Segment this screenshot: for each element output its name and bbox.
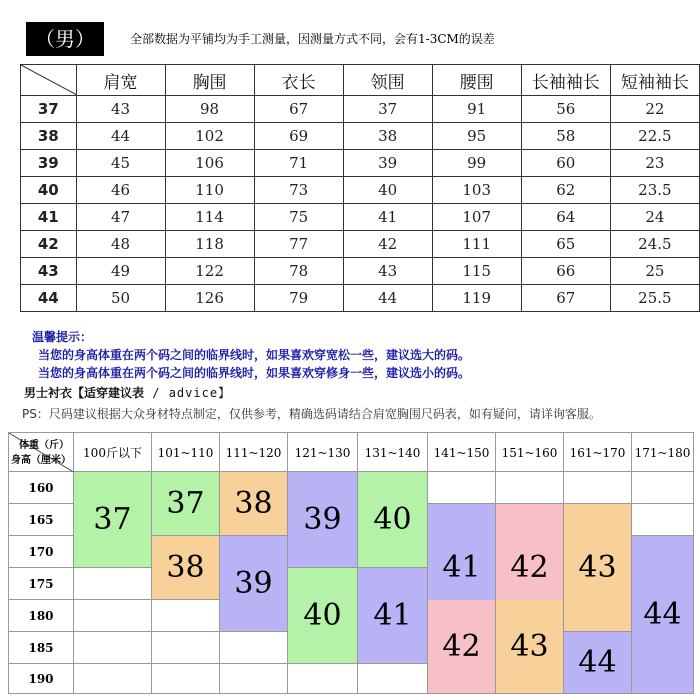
weight-header: 171~180 (632, 432, 694, 472)
table-cell: 56 (521, 96, 610, 123)
grid-cell (152, 632, 220, 664)
table-row (21, 150, 700, 177)
table-cell: 41 (343, 204, 432, 231)
table-cell: 44 (343, 285, 432, 312)
table-cell: 77 (254, 231, 343, 258)
size-block: 37 (74, 472, 152, 568)
weight-header: 161~170 (564, 432, 632, 472)
table-cell: 25.5 (610, 285, 699, 312)
height-axis-label: 身高（厘米） (11, 455, 71, 466)
table-cell: 40 (343, 177, 432, 204)
grid-corner (8, 432, 74, 472)
size-block: 42 (428, 600, 496, 694)
weight-header: 100斤以下 (74, 432, 152, 472)
table-cell: 47 (76, 204, 165, 231)
table-cell: 65 (521, 231, 610, 258)
grid-cell (358, 664, 428, 694)
table-cell: 44 (76, 123, 165, 150)
size-block: 37 (152, 472, 220, 536)
size-label: 43 (21, 258, 77, 285)
table-cell: 64 (521, 204, 610, 231)
weight-header: 141~150 (428, 432, 496, 472)
tip-loose: 当您的身高体重在两个码之间的临界线时，如果喜欢穿宽松一些，建议选大的码。 (38, 348, 471, 362)
size-table (20, 64, 700, 312)
table-row (21, 96, 700, 123)
table-row (21, 204, 700, 231)
weight-header: 101~110 (152, 432, 220, 472)
size-block: 40 (358, 472, 428, 568)
table-cell: 99 (432, 150, 521, 177)
table-cell: 39 (343, 150, 432, 177)
table-cell: 60 (521, 150, 610, 177)
table-cell: 48 (76, 231, 165, 258)
table-cell: 67 (521, 285, 610, 312)
grid-cell (220, 632, 288, 664)
size-label: 37 (21, 96, 77, 123)
table-cell: 106 (165, 150, 254, 177)
height-header: 175 (8, 568, 74, 600)
size-block: 40 (288, 568, 358, 664)
table-cell: 45 (76, 150, 165, 177)
weight-header: 131~140 (358, 432, 428, 472)
size-block: 42 (496, 504, 564, 632)
table-cell: 71 (254, 150, 343, 177)
table-cell: 111 (432, 231, 521, 258)
measurement-note: 全部数据为平铺均为手工测量，因测量方式不同，会有1-3CM的误差 (130, 32, 495, 46)
table-row (21, 123, 700, 150)
table-cell: 49 (76, 258, 165, 285)
size-block: 38 (152, 536, 220, 600)
tip-slim: 当您的身高体重在两个码之间的临界线时，如果喜欢穿修身一些，建议选小的码。 (38, 366, 471, 380)
table-cell: 110 (165, 177, 254, 204)
size-table-corner (21, 65, 77, 96)
weight-header: 151~160 (496, 432, 564, 472)
advice-title-cn: 男士衬衣【适穿建议表 (24, 386, 145, 400)
table-cell: 102 (165, 123, 254, 150)
table-cell: 38 (343, 123, 432, 150)
grid-cell (152, 600, 220, 632)
table-cell: 119 (432, 285, 521, 312)
grid-cell (564, 472, 632, 504)
table-cell: 43 (76, 96, 165, 123)
table-cell: 23.5 (610, 177, 699, 204)
table-cell: 103 (432, 177, 521, 204)
column-header: 领围 (343, 65, 432, 96)
size-label: 39 (21, 150, 77, 177)
diagonal-line (21, 65, 76, 95)
table-cell: 73 (254, 177, 343, 204)
size-block: 41 (358, 568, 428, 664)
table-cell: 50 (76, 285, 165, 312)
size-label: 40 (21, 177, 77, 204)
grid-cell (74, 664, 152, 694)
table-cell: 69 (254, 123, 343, 150)
table-cell: 46 (76, 177, 165, 204)
table-cell: 122 (165, 258, 254, 285)
table-row (21, 177, 700, 204)
table-cell: 91 (432, 96, 521, 123)
size-block: 38 (220, 472, 288, 536)
table-cell: 75 (254, 204, 343, 231)
height-header: 160 (8, 472, 74, 504)
grid-cell (74, 600, 152, 632)
grid-cell (428, 472, 496, 504)
height-header: 165 (8, 504, 74, 536)
table-cell: 115 (432, 258, 521, 285)
grid-cell (632, 504, 694, 536)
column-header: 肩宽 (76, 65, 165, 96)
table-cell: 37 (343, 96, 432, 123)
size-label: 44 (21, 285, 77, 312)
height-header: 190 (8, 664, 74, 694)
size-label: 41 (21, 204, 77, 231)
table-cell: 43 (343, 258, 432, 285)
size-label: 42 (21, 231, 77, 258)
column-header: 短袖袖长 (610, 65, 699, 96)
table-row (21, 231, 700, 258)
advice-grid (8, 432, 694, 694)
table-cell: 118 (165, 231, 254, 258)
column-header: 胸围 (165, 65, 254, 96)
table-cell: 107 (432, 204, 521, 231)
table-cell: 22 (610, 96, 699, 123)
grid-cell (288, 664, 358, 694)
height-header: 185 (8, 632, 74, 664)
size-block: 44 (564, 632, 632, 694)
table-cell: 24 (610, 204, 699, 231)
table-cell: 79 (254, 285, 343, 312)
height-header: 180 (8, 600, 74, 632)
height-header: 170 (8, 536, 74, 568)
advice-title (24, 384, 231, 401)
advice-title-en: / advice】 (144, 386, 232, 400)
grid-cell (152, 664, 220, 694)
size-block: 39 (288, 472, 358, 568)
tips-title: 温馨提示： (32, 330, 93, 344)
grid-cell (496, 472, 564, 504)
size-block: 41 (428, 504, 496, 632)
grid-cell (632, 472, 694, 504)
grid-cell (220, 664, 288, 694)
size-table-header (21, 65, 700, 96)
size-block: 44 (632, 536, 694, 694)
weight-header: 111~120 (220, 432, 288, 472)
size-block: 39 (220, 536, 288, 632)
table-cell: 23 (610, 150, 699, 177)
size-block: 43 (496, 600, 564, 694)
weight-header: 121~130 (288, 432, 358, 472)
weight-axis-label: 体重（斤） (19, 440, 69, 451)
size-block: 43 (564, 504, 632, 632)
column-header: 衣长 (254, 65, 343, 96)
table-cell: 78 (254, 258, 343, 285)
table-cell: 67 (254, 96, 343, 123)
grid-cell (74, 632, 152, 664)
table-cell: 25 (610, 258, 699, 285)
grid-cell (74, 568, 152, 600)
size-label: 38 (21, 123, 77, 150)
table-cell: 24.5 (610, 231, 699, 258)
table-cell: 98 (165, 96, 254, 123)
table-row (21, 285, 700, 312)
table-cell: 42 (343, 231, 432, 258)
table-cell: 126 (165, 285, 254, 312)
table-row (21, 258, 700, 285)
table-cell: 114 (165, 204, 254, 231)
table-cell: 58 (521, 123, 610, 150)
table-cell: 66 (521, 258, 610, 285)
table-cell: 62 (521, 177, 610, 204)
column-header: 长袖袖长 (521, 65, 610, 96)
gender-label: （男） (26, 22, 104, 56)
table-cell: 22.5 (610, 123, 699, 150)
table-cell: 95 (432, 123, 521, 150)
ps-note: PS：尺码建议根据大众身材特点制定，仅供参考，精确选码请结合肩宽胸围尺码表，如有疑问，请详询客服。 (22, 407, 601, 421)
column-header: 腰围 (432, 65, 521, 96)
